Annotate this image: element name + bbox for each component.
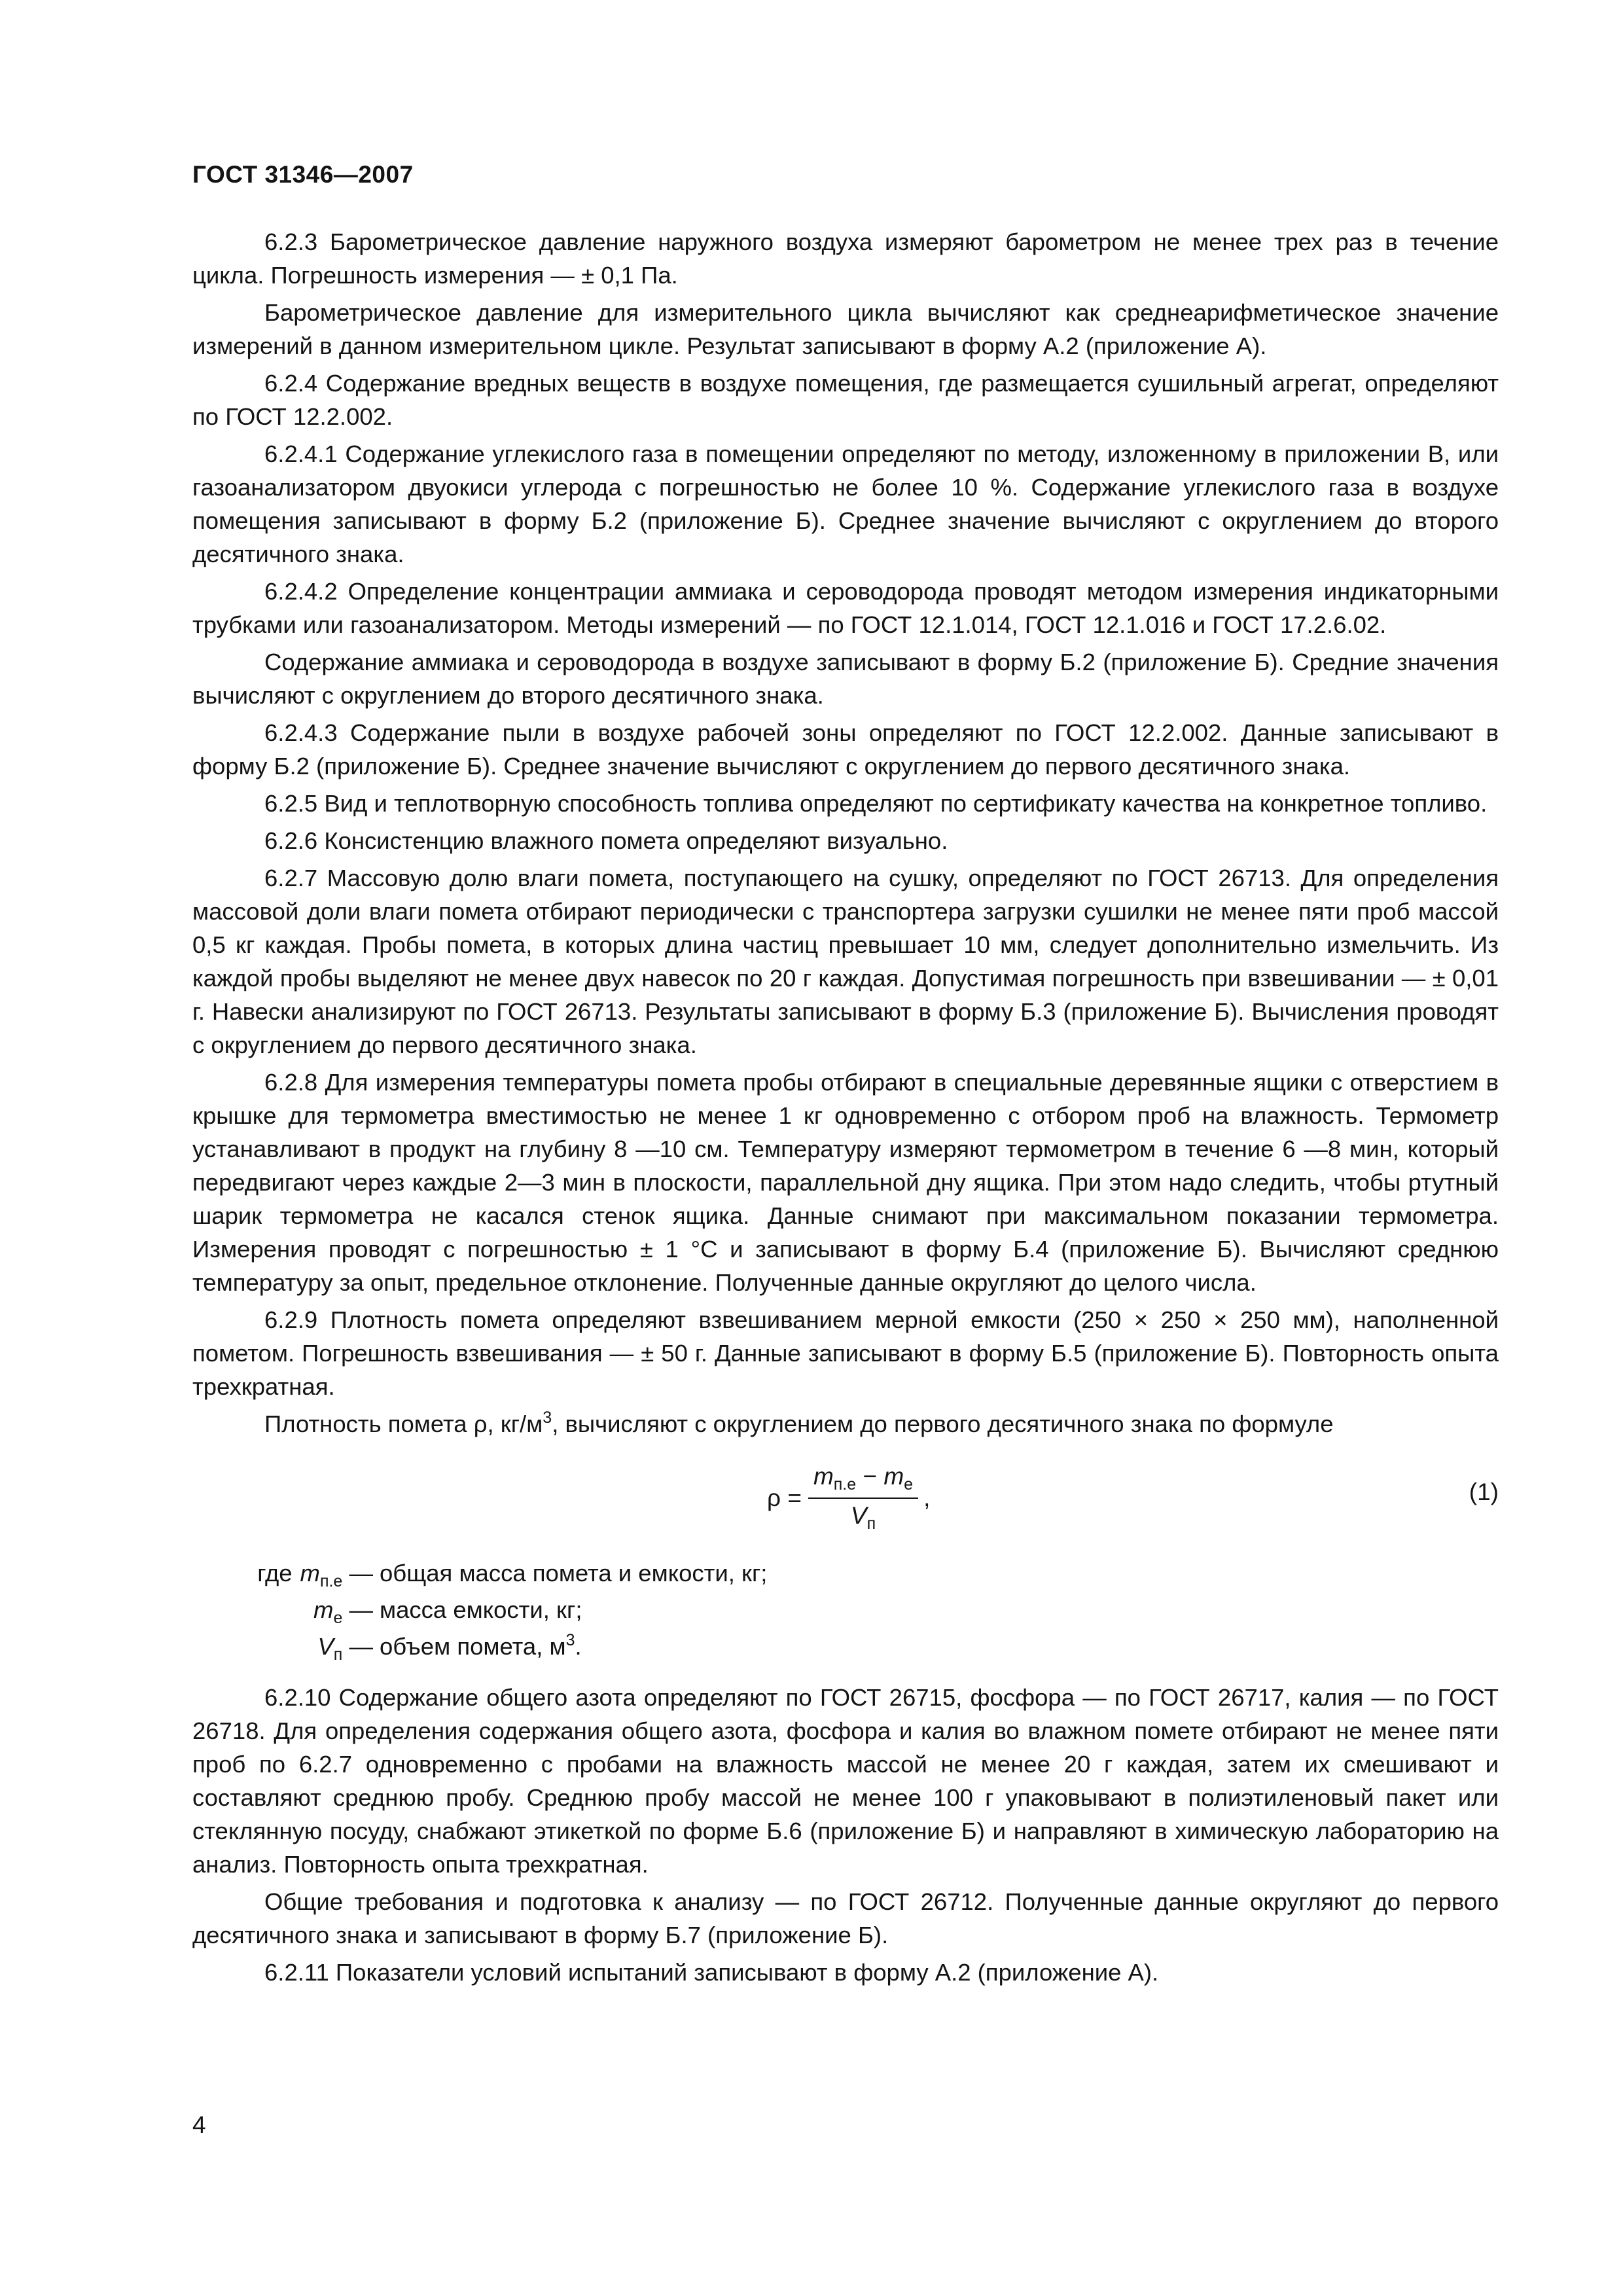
numerator-sub-1: п.е xyxy=(833,1475,857,1494)
formula-numerator xyxy=(808,1462,918,1499)
paragraph-6-2-4-3: 6.2.4.3 Содержание пыли в воздухе рабочей зоны определяют по ГОСТ 12.2.002. Данные записывают в форму Б.2 (приложение Б). Среднее значение вычисляют с округлением до первого десятичного знака. xyxy=(192,719,1499,780)
legend-dash: — xyxy=(342,1560,373,1587)
numerator-minus: − xyxy=(856,1463,884,1490)
paragraph-6-2-4: 6.2.4 Содержание вредных веществ в воздухе помещения, где размещается сушильный агрегат, определяют по ГОСТ 12.2.002. xyxy=(192,370,1499,430)
legend-prefix: где xyxy=(257,1560,293,1587)
numerator-sub-2: е xyxy=(904,1475,914,1494)
legend-dash: — xyxy=(342,1633,373,1660)
legend-var: V xyxy=(317,1633,334,1660)
density-intro-tail: , вычисляют с округлением до первого десятичного знака по формуле xyxy=(552,1410,1334,1437)
density-intro-text: Плотность помета ρ, кг/м xyxy=(264,1410,543,1437)
legend-description: масса емкости, кг; xyxy=(380,1596,582,1623)
denominator-var: V xyxy=(850,1502,867,1529)
document-header: ГОСТ 31346—2007 xyxy=(192,161,414,188)
paragraph-ammonia-record: Содержание аммиака и сероводорода в воздухе записывают в форму Б.2 (приложение Б). Средние значения вычисляют с округлением до второго десятичного знака. xyxy=(192,649,1499,709)
formula-trail: , xyxy=(923,1484,931,1511)
paragraph-6-2-11: 6.2.11 Показатели условий испытаний записывают в форму А.2 (приложение А). xyxy=(264,1959,1159,1986)
paragraph-6-2-4-1: 6.2.4.1 Содержание углекислого газа в помещении определяют по методу, изложенному в приложении В, или газоанализатором двуокиси углерода с погрешностью не более 10 %. Содержание углекислого газа в воздухе помещения записывают в форму Б.2 (приложение Б). Среднее значение вычисляют с округлением до второго десятичного знака. xyxy=(192,440,1499,567)
legend-symbol xyxy=(192,1630,380,1666)
legend-desc-text: объем помета, м xyxy=(380,1633,566,1660)
legend-sub: п.е xyxy=(319,1572,343,1590)
legend-desc-tail: . xyxy=(575,1633,582,1660)
legend-row xyxy=(192,1556,1499,1593)
formula-legend xyxy=(192,1556,1499,1666)
legend-row xyxy=(192,1593,1499,1630)
density-intro-sup: 3 xyxy=(543,1408,552,1427)
formula-number: (1) xyxy=(1469,1479,1499,1505)
paragraph-6-2-9: 6.2.9 Плотность помета определяют взвешиванием мерной емкости (250 × 250 × 250 мм), наполненной пометом. Погрешность взвешивания — ± 50 г. Данные записывают в форму Б.5 (приложение Б). Повторность опыта трехкратная. xyxy=(192,1306,1499,1400)
legend-dash: — xyxy=(342,1596,373,1623)
legend-var: m xyxy=(313,1596,334,1623)
legend-sub: е xyxy=(333,1609,343,1627)
formula-row xyxy=(192,1456,1499,1539)
density-formula xyxy=(767,1462,930,1533)
paragraph-barometric-calc: Барометрическое давление для измерительного цикла вычисляют как среднеарифметическое значение измерений в данном измерительном цикле. Результат записывают в форму А.2 (приложение А). xyxy=(192,299,1499,359)
paragraph-6-2-7: 6.2.7 Массовую долю влаги помета, поступающего на сушку, определяют по ГОСТ 26713. Для определения массовой доли влаги помета отбирают периодически с транспортера загрузки сушилки не менее пяти проб массой 0,5 кг каждая. Пробы помета, в которых длина частиц превышает 10 мм, следует дополнительно измельчить. Из каждой пробы выделяют не менее двух навесок по 20 г каждая. Допустимая погрешность при взвешивании — ± 0,01 г. Навески анализируют по ГОСТ 26713. Результаты записывают в форму Б.3 (приложение Б). Вычисления проводят с округлением до первого десятичного знака. xyxy=(192,865,1499,1058)
page-number: 4 xyxy=(192,2111,206,2138)
paragraph-density-intro xyxy=(192,1407,1499,1444)
numerator-var-1: m xyxy=(813,1463,834,1490)
legend-description: общая масса помета и емкости, кг; xyxy=(380,1560,768,1587)
denominator-sub: п xyxy=(866,1515,876,1533)
legend-description xyxy=(380,1630,582,1666)
legend-row xyxy=(192,1630,1499,1666)
paragraph-6-2-3: 6.2.3 Барометрическое давление наружного воздуха измеряют барометром не менее трех раз в течение цикла. Погрешность измерения — ± 0,1 Па. xyxy=(192,228,1499,289)
paragraph-6-2-4-2: 6.2.4.2 Определение концентрации аммиака и сероводорода проводят методом измерения индикаторными трубками или газоанализатором. Методы измерений — по ГОСТ 12.1.014, ГОСТ 12.1.016 и ГОСТ 17.2.6.02. xyxy=(192,578,1499,638)
legend-symbol xyxy=(192,1593,380,1630)
legend-symbol xyxy=(192,1556,380,1593)
legend-desc-sup: 3 xyxy=(565,1631,575,1649)
formula-denominator xyxy=(851,1499,876,1533)
paragraph-6-2-10: 6.2.10 Содержание общего азота определяют по ГОСТ 26715, фосфора — по ГОСТ 26717, калия — по ГОСТ 26718. Для определения содержания общего азота, фосфора и калия во влажном помете отбирают не менее пяти проб по 6.2.7 одновременно с пробами на влажность массой не менее 20 г каждая, затем их смешивают и составляют среднюю пробу. Среднюю пробу массой не менее 100 г упаковывают в полиэтиленовый пакет или стеклянную посуду, снабжают этикеткой по форме Б.6 (приложение Б) и направляют в химическую лабораторию на анализ. Повторность опыта трехкратная. xyxy=(192,1684,1499,1878)
paragraph-6-2-6: 6.2.6 Консистенцию влажного помета определяют визуально. xyxy=(264,827,948,854)
legend-var: m xyxy=(300,1560,320,1587)
formula-lhs: ρ = xyxy=(767,1484,802,1511)
legend-sub: п xyxy=(333,1645,343,1664)
paragraph-6-2-5: 6.2.5 Вид и теплотворную способность топлива определяют по сертификату качества на конкретное топливо. xyxy=(264,790,1488,817)
numerator-var-2: m xyxy=(883,1463,904,1490)
paragraph-general-requirements: Общие требования и подготовка к анализу — по ГОСТ 26712. Полученные данные округляют до первого десятичного знака и записывают в форму Б.7 (приложение Б). xyxy=(192,1888,1499,1948)
document-body xyxy=(192,225,1499,1989)
formula-fraction xyxy=(808,1462,918,1533)
paragraph-6-2-8: 6.2.8 Для измерения температуры помета пробы отбирают в специальные деревянные ящики с отверстием в крышке для термометра вместимостью не менее 1 кг одновременно с отбором проб на влажность. Термометр устанавливают в продукт на глубину 8 —10 см. Температуру измеряют термометром в течение 6 —8 мин, который передвигают через каждые 2—3 мин в плоскости, параллельной дну ящика. При этом надо следить, чтобы ртутный шарик термометра не касался стенок ящика. Данные снимают при максимальном показании термометра. Измерения проводят с погрешностью ± 1 °С и записывают в форму Б.4 (приложение Б). Вычисляют среднюю температуру за опыт, предельное отклонение. Полученные данные округляют до целого числа. xyxy=(192,1069,1499,1296)
